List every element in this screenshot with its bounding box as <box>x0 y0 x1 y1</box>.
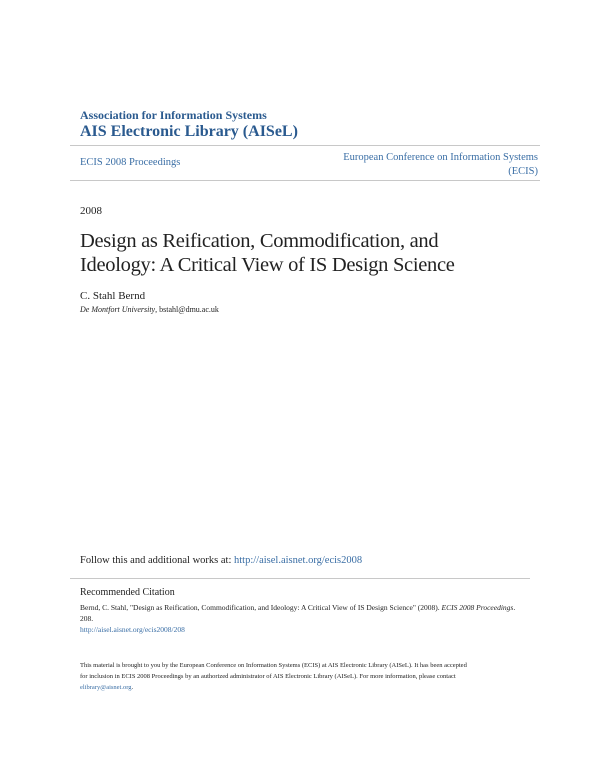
conference-line-1: European Conference on Information Systems <box>343 152 538 163</box>
paper-year: 2008 <box>80 205 102 217</box>
conference-link[interactable] <box>308 151 538 179</box>
proceedings-link[interactable]: ECIS 2008 Proceedings <box>80 157 181 168</box>
divider-citation <box>70 578 530 579</box>
notice-line-3 <box>80 682 520 693</box>
notice-line-1: This material is brought to you by the European Conference on Information Systems (ECIS) at AIS Electronic Library (AISeL). It has been accepted <box>80 662 467 669</box>
notice-end: . <box>131 684 134 691</box>
org-name-link[interactable]: Association for Information Systems <box>80 108 267 122</box>
paper-title <box>80 229 520 277</box>
follow-url-link[interactable]: http://aisel.aisnet.org/ecis2008 <box>234 555 363 566</box>
divider-top <box>70 145 540 146</box>
author-email: , bstahl@dmu.ac.uk <box>155 305 219 314</box>
follow-prefix: Follow this and additional works at: <box>80 555 234 566</box>
citation-end: . 208. <box>80 603 516 623</box>
follow-line <box>80 555 362 566</box>
paper-title-line-2: Ideology: A Critical View of IS Design Science <box>80 254 455 276</box>
divider-bottom <box>70 180 540 181</box>
citation-proceedings: ECIS 2008 Proceedings <box>441 603 514 612</box>
notice-line-2: for inclusion in ECIS 2008 Proceedings by an authorized administrator of AIS Electronic Library (AISeL). For more information, please contact <box>80 673 456 680</box>
conference-line-2: (ECIS) <box>508 166 538 177</box>
institution: De Montfort University <box>80 305 156 314</box>
author-name: C. Stahl Bernd <box>80 290 146 302</box>
paper-title-line-1: Design as Reification, Commodification, and <box>80 230 439 252</box>
citation-heading: Recommended Citation <box>80 587 175 598</box>
library-name-link[interactable]: AIS Electronic Library (AISeL) <box>80 123 298 140</box>
citation-url-link[interactable]: http://aisel.aisnet.org/ecis2008/208 <box>80 625 185 634</box>
access-notice <box>80 660 520 693</box>
citation-text: Bernd, C. Stahl, "Design as Reification, Commodification, and Ideology: A Critical View of IS Design Science" (2008). <box>80 603 442 612</box>
contact-email-link[interactable]: elibrary@aisnet.org <box>80 684 132 691</box>
citation-body <box>80 602 520 635</box>
author-affiliation <box>80 305 219 314</box>
library-header <box>80 108 298 142</box>
